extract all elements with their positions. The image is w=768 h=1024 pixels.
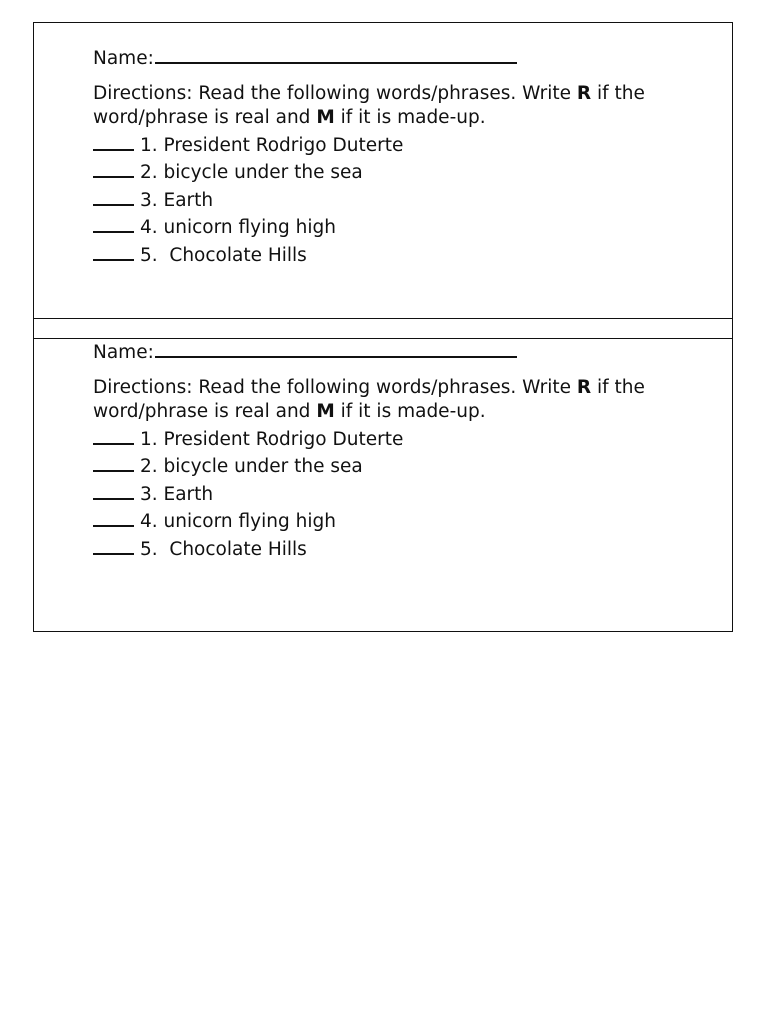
list-item: 2. bicycle under the sea [93, 158, 693, 186]
list-item: 4. unicorn flying high [93, 507, 693, 535]
worksheet-sheet [33, 22, 733, 632]
made-up-letter: M [316, 107, 335, 128]
answer-blank[interactable] [93, 241, 134, 261]
list-item: 3. Earth [93, 480, 693, 508]
answer-blank[interactable] [93, 452, 134, 472]
answer-blank[interactable] [93, 213, 134, 233]
answer-blank[interactable] [93, 507, 134, 527]
answer-blank[interactable] [93, 186, 134, 206]
cut-line-top [34, 318, 732, 319]
worksheet-card-2 [93, 336, 693, 562]
name-field[interactable] [155, 336, 517, 358]
real-letter: R [576, 376, 592, 398]
name-label: Name: [93, 342, 154, 363]
name-field[interactable] [155, 42, 517, 64]
name-row [93, 42, 693, 72]
directions-text: Directions: Read the following words/phrases. Write R if the word/phrase is real and M if it is made-up. [93, 82, 645, 128]
list-item: 5. Chocolate Hills [93, 535, 693, 563]
real-letter: R [576, 82, 592, 104]
list-item: 1. President Rodrigo Duterte [93, 131, 693, 159]
list-item: 3. Earth [93, 186, 693, 214]
made-up-letter: M [316, 401, 335, 422]
answer-blank[interactable] [93, 480, 134, 500]
name-label: Name: [93, 48, 154, 69]
list-item: 4. unicorn flying high [93, 213, 693, 241]
worksheet-card-1 [93, 42, 693, 268]
name-row [93, 336, 693, 366]
answer-blank[interactable] [93, 425, 134, 445]
answer-blank[interactable] [93, 131, 134, 151]
answer-blank[interactable] [93, 158, 134, 178]
directions-text: Directions: Read the following words/phrases. Write R if the word/phrase is real and M if it is made-up. [93, 376, 645, 422]
list-item: 1. President Rodrigo Duterte [93, 425, 693, 453]
list-item: 5. Chocolate Hills [93, 241, 693, 269]
list-item: 2. bicycle under the sea [93, 452, 693, 480]
answer-blank[interactable] [93, 535, 134, 555]
